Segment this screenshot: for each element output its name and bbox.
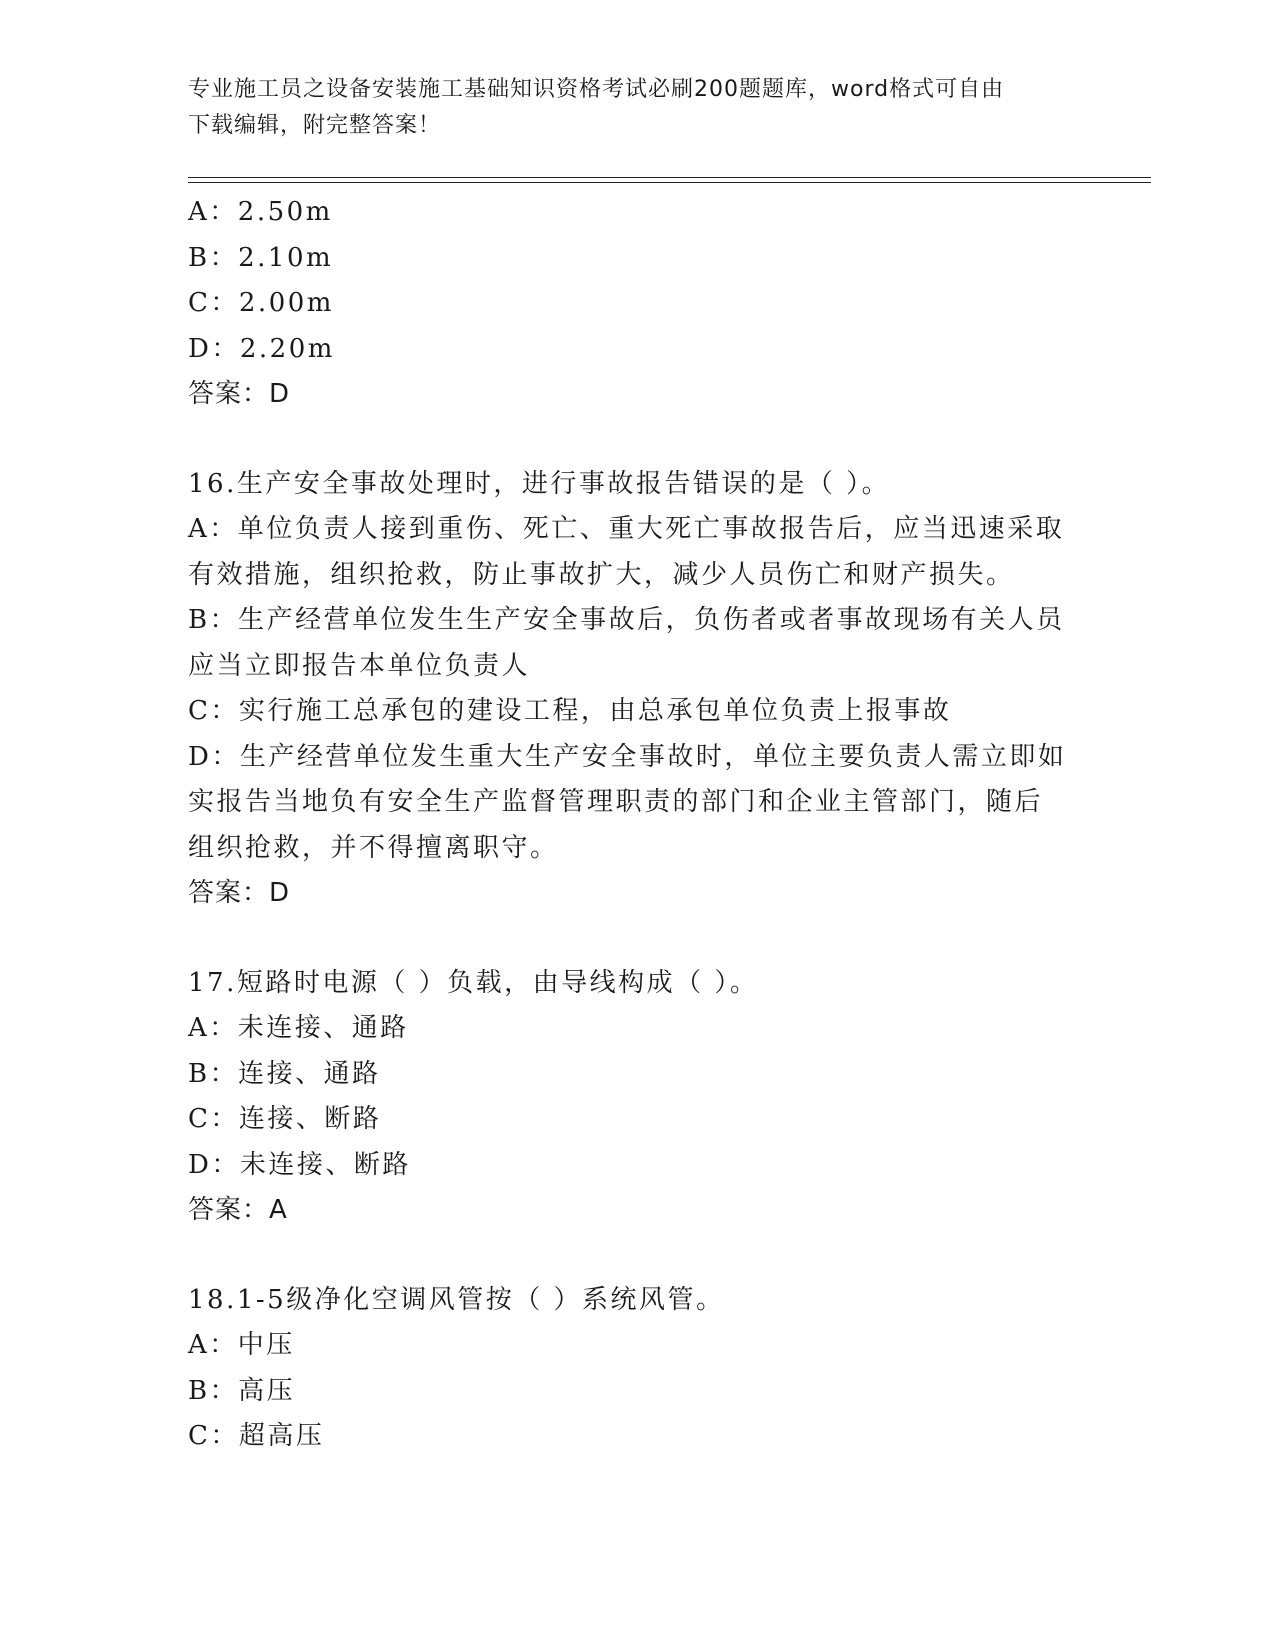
option-a: A：2.50m [188,197,333,227]
option-a-line-1: A：单位负责人接到重伤、死亡、重大死亡事故报告后，应当迅速采取 [188,514,1065,544]
question-stem: 17.短路时电源（ ）负载，由导线构成（ ）。 [188,967,759,998]
option-c: C：连接、断路 [188,1104,382,1134]
question-stem: 16.生产安全事故处理时，进行事故报告错误的是（ ）。 [188,468,891,499]
option-b: B：连接、通路 [188,1058,381,1089]
option-d-line-3: 组织抢救，并不得擅离职守。 [188,832,559,863]
document-header [188,72,1088,144]
answer-line: 答案：D [188,878,291,908]
option-b-line-1: B：生产经营单位发生生产安全事故后，负伤者或者事故现场有关人员 [188,605,1065,635]
question-15 [188,190,1088,418]
option-d: D：2.20m [188,333,335,364]
option-d: D：未连接、断路 [188,1149,411,1180]
header-divider-top [188,177,1151,178]
option-a: A：中压 [188,1330,295,1360]
question-stem: 18.1-5级净化空调风管按（ ）系统风管。 [188,1284,725,1315]
answer-line: 答案：D [188,379,291,409]
question-17 [188,961,1088,1234]
header-divider-bottom [188,182,1151,183]
header-title-line-2: 下载编辑，附完整答案！ [188,113,442,138]
option-b: B：2.10m [188,242,334,273]
option-a-line-2: 有效措施，组织抢救，防止事故扩大，减少人员伤亡和财产损失。 [188,559,1015,590]
option-d-line-2: 实报告当地负有安全生产监督管理职责的部门和企业主管部门，随后 [188,787,1044,817]
header-title-line-1: 专业施工员之设备安装施工基础知识资格考试必刷200题题库，word格式可自由 [188,77,1005,102]
option-c: C：超高压 [188,1421,325,1451]
option-b: B：高压 [188,1375,296,1406]
option-d-line-1: D：生产经营单位发生重大生产安全事故时，单位主要负责人需立即如 [188,741,1067,772]
question-18 [188,1278,1088,1460]
option-c: C：2.00m [188,288,334,318]
answer-line: 答案：A [188,1195,288,1225]
question-16 [188,462,1088,917]
option-b-line-2: 应当立即报告本单位负责人 [188,650,531,681]
option-c: C：实行施工总承包的建设工程，由总承包单位负责上报事故 [188,696,952,726]
question-list [188,190,1088,1460]
option-a: A：未连接、通路 [188,1013,409,1043]
